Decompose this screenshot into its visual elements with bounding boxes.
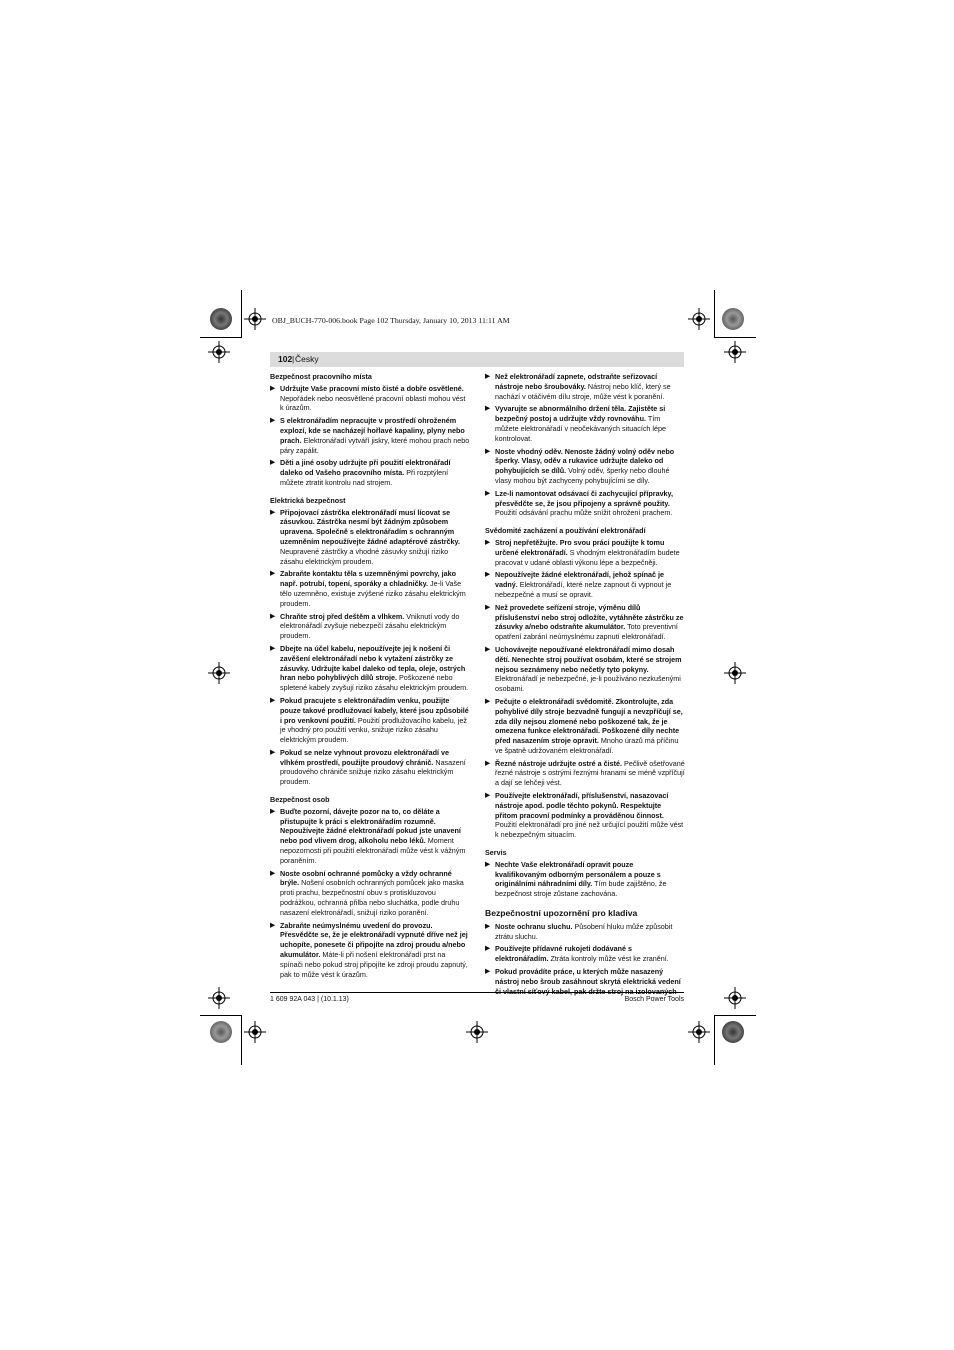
item-text: Působení hluku může způsobit ztrátu sluchu. [495, 921, 673, 941]
list-item [270, 458, 470, 487]
item-bold-text: Než provedete seřízení stroje, výměnu dílů příslušenství nebo stroj odložíte, vytáhněte zástrčku ze zásuvky a/nebo odstraňte akumulátor. [495, 602, 684, 632]
bullet-arrow-icon: ▶ [485, 645, 491, 653]
section-heading: Bezpečnostní upozornění pro kladiva [485, 908, 638, 919]
bullet-arrow-icon: ▶ [485, 922, 491, 930]
color-dial-icon [210, 1021, 232, 1043]
list-item [270, 696, 470, 745]
section-heading: Bezpečnost pracovního místa [270, 372, 372, 381]
item-text: Nástroj nebo klíč, který se nachází v otáčivém dílu stroje, může vést k poranění. [495, 381, 671, 401]
item-text: Neupravené zástrčky a vhodné zásuvky snižují riziko zásahu elektrickým proudem. [280, 546, 449, 566]
crop-mark-bottom-right-h [714, 1015, 756, 1016]
item-bold-text: Chraňte stroj před deštěm a vlhkem. [280, 611, 405, 621]
list-item [270, 569, 470, 608]
item-bold-text: Zabraňte neúmyslnému uvedení do provozu. Přesvědčte se, že je elektronářadí vypnuté dříve než jej uchopíte, ponesete či připojíte na zdroj proudu a/nebo akumulátor. [280, 920, 468, 960]
list-item [270, 807, 470, 866]
list-item [485, 489, 685, 518]
item-text: Nošení osobních ochranných pomůcek jako maska proti prachu, bezpečnostní obuv s protiskluzovou podrážkou, ochranná přilba nebo sluchátka, podle druhu nasazení elektronářadí, snižují riziko poranění. [280, 878, 464, 917]
item-bold-text: Dbejte na účel kabelu, nepoužívejte jej k nošení či zavěšení elektronářadí nebo k vytažení zástrčky ze zásuvky. Udržujte kabel daleko od tepla, oleje, ostrých hran nebo pohyblivých dílů stroje. [280, 643, 466, 683]
bullet-arrow-icon: ▶ [485, 447, 491, 455]
item-bold-text: Pečujte o elektronářadí svědomitě. Zkontrolujte, zda pohyblivé díly stroje bezvadně fungují a nevzpříčují se, zda díly nejsou zlomené nebo poškozené tak, že je omezena funkce elektronářadí. Poškozené díly nechte před nasazením stroje opravit. [495, 696, 683, 746]
list-item [485, 944, 685, 964]
list-item [485, 447, 685, 486]
list-item [485, 645, 685, 694]
registration-mark-icon [244, 1021, 266, 1043]
bullet-arrow-icon: ▶ [485, 945, 491, 953]
bullet-arrow-icon: ▶ [485, 759, 491, 767]
bullet-arrow-icon: ▶ [485, 603, 491, 611]
bullet-arrow-icon: ▶ [270, 644, 276, 652]
item-bold-text: Noste ochranu sluchu. [495, 921, 573, 931]
item-text: Vniknutí vody do elektronářadí zvyšuje nebezpečí zásahu elektrickým proudem. [280, 611, 460, 641]
page-number: 102 [278, 354, 293, 364]
registration-mark-icon [724, 987, 746, 1009]
bullet-arrow-icon: ▶ [270, 459, 276, 467]
item-bold-text: Lze-li namontovat odsávací či zachycující přípravky, přesvědčte se, že jsou připojeny a správně použity. [495, 488, 674, 508]
bullet-arrow-icon: ▶ [485, 405, 491, 413]
item-text: Pečlivě ošetřované řezné nástroje s ostrými řeznými hranami se méně vzpříčují a dají se lehčeji vést. [495, 758, 685, 788]
bullet-arrow-icon: ▶ [485, 373, 491, 380]
bullet-arrow-icon: ▶ [270, 748, 276, 756]
registration-mark-icon [208, 341, 230, 363]
color-dial-icon [210, 308, 232, 330]
list-item [485, 791, 685, 840]
list-item [485, 922, 685, 942]
list-item [485, 404, 685, 443]
item-text: Použití elektronářadí pro jiné než určující použití může vést k nebezpečným situacím. [495, 820, 684, 840]
bullet-arrow-icon: ▶ [485, 697, 491, 705]
list-item [270, 921, 470, 980]
item-bold-text: Pokud pracujete s elektronářadím venku, použijte pouze takové prodlužovací kabely, které jsou způsobilé i pro venkovní použití. [280, 695, 469, 725]
bullet-arrow-icon: ▶ [485, 968, 491, 976]
registration-mark-icon [688, 1021, 710, 1043]
bullet-arrow-icon: ▶ [485, 860, 491, 868]
item-bold-text: Uchovávejte nepoužívané elektronářadí mimo dosah dětí. Nenechte stroj používat osobám, které se strojem nejsou seznámeny nebo nečetly tyto pokyny. [495, 644, 682, 674]
item-bold-text: Děti a jiné osoby udržujte při použití elektronářadí daleko od Vašeho pracovního místa. [280, 458, 451, 478]
list-item [270, 612, 470, 641]
footer-divider [270, 992, 684, 993]
page-header [270, 352, 684, 367]
bullet-arrow-icon: ▶ [270, 570, 276, 578]
printer-info-line: OBJ_BUCH-770-006.book Page 102 Thursday, January 10, 2013 11:11 AM [272, 316, 510, 325]
bullet-arrow-icon: ▶ [485, 792, 491, 800]
bullet-arrow-icon: ▶ [485, 538, 491, 546]
item-text: Použití odsávání prachu může snížit ohrožení prachem. [495, 508, 673, 518]
bullet-arrow-icon: ▶ [485, 489, 491, 497]
header-language: Česky [295, 354, 319, 364]
item-text: Elektronářadí je nebezpečné, je-li používáno nezkušenými osobami. [495, 674, 681, 694]
item-bold-text: Řezné nástroje udržujte ostré a čisté. [495, 758, 623, 768]
item-text: S vhodným elektronářadím budete pracovat v udané oblasti výkonu lépe a bezpečněji. [495, 547, 680, 567]
section-heading: Svědomité zacházení a používání elektronářadí [485, 526, 646, 536]
item-bold-text: Noste osobní ochranné pomůcky a vždy ochranné brýle. [280, 868, 452, 888]
bullet-arrow-icon: ▶ [270, 508, 276, 516]
section-heading: Elektrická bezpečnost [270, 495, 346, 505]
registration-mark-icon [724, 341, 746, 363]
item-bold-text: Používejte přídavné rukojeti dodávané s elektronářadím. [495, 944, 633, 964]
item-bold-text: Vyvarujte se abnormálního držení těla. Zajistěte si bezpečný postoj a udržujte vždy rovnováhu. [495, 404, 666, 424]
list-item [270, 508, 470, 567]
item-bold-text: Zabraňte kontaktu těla s uzemněnými povrchy, jako např. potrubí, topení, sporáky a chladničky. [280, 569, 457, 589]
item-bold-text: S elektronářadím nepracujte v prostředí ohroženém explozí, kde se nacházejí hořlavé kapaliny, plyny nebo prach. [280, 416, 465, 445]
footer-brand: Bosch Power Tools [624, 996, 684, 1003]
item-text: Použití prodlužovacího kabelu, jež je vhodný pro použití venku, snižuje riziko zásahu elektrickým proudem. [280, 715, 467, 745]
item-text: Volný oděv, šperky nebo dlouhé vlasy mohou být zachyceny pohybujícími se díly. [495, 466, 670, 485]
item-text: Toto preventivní opatření zabrání neúmyslnému zapnutí elektronářadí. [495, 622, 678, 642]
list-item [485, 759, 685, 788]
list-item [270, 869, 470, 918]
item-text: Moment nepozornosti při použití elektronářadí může vést k vážným poraněním. [280, 836, 466, 865]
crop-mark-bottom-left-v [241, 1015, 242, 1065]
list-item [485, 570, 685, 599]
crop-mark-top-right-h [714, 337, 756, 338]
registration-mark-icon [688, 308, 710, 330]
crop-mark-bottom-left-h [200, 1015, 242, 1016]
item-text: Je-li Vaše tělo uzemněno, existuje zvýšené riziko zásahu elektrickým proudem. [280, 579, 466, 608]
list-item [485, 697, 685, 756]
section-heading: Servis [485, 848, 507, 858]
registration-mark-icon [208, 662, 230, 684]
item-bold-text: Stroj nepřetěžujte. Pro svou práci použijte k tomu určené elektronářadí. [495, 537, 665, 557]
item-bold-text: Připojovací zástrčka elektronářadí musí lícovat se zásuvkou. Zástrčka nesmí být žádným způsobem upravena. Společně s elektronářadím s ochranným uzemněním nepoužívejte žádné adaptérové zástrčky. [280, 507, 461, 546]
item-bold-text: Používejte elektronářadí, příslušenství, nasazovací nástroje apod. podle těchto pokynů. Respektujte přitom pracovní podmínky a prováděnou činnost. [495, 791, 669, 820]
list-item [485, 372, 685, 401]
list-item [485, 860, 685, 899]
bullet-arrow-icon: ▶ [270, 612, 276, 620]
bullet-arrow-icon: ▶ [270, 417, 276, 425]
item-bold-text: Buďte pozorní, dávejte pozor na to, co děláte a přistupujte k práci s elektronářadím rozumně. Nepoužívejte žádné elektronářadí pokud jste unavení nebo pod vlivem drog, alkoholu nebo léků. [280, 806, 461, 846]
item-text: Poškozené nebo spletené kabely zvyšují riziko zásahu elektrickým proudem. [280, 673, 469, 693]
registration-mark-icon [208, 987, 230, 1009]
crop-mark-top-left-h [200, 337, 242, 338]
registration-mark-icon [724, 662, 746, 684]
item-bold-text: Nechte Vaše elektronářadí opravit pouze kvalifikovaným odborným personálem a pouze s originálními náhradními díly. [495, 859, 661, 889]
crop-mark-top-right-v [714, 290, 715, 338]
item-text: Nasazení proudového chrániče snižuje riziko zásahu elektrickým proudem. [280, 757, 466, 787]
bullet-arrow-icon: ▶ [270, 384, 276, 392]
item-text: Nepořádek nebo neosvětlené pracovní oblasti mohou vést k úrazům. [280, 393, 466, 413]
item-text: Elektronářadí vytváří jiskry, které mohou prach nebo páry zapálit. [280, 435, 470, 455]
item-text: Ztráta kontroly může vést ke zranění. [548, 954, 669, 964]
list-item [485, 538, 685, 567]
item-text: Máte-li při nošení elektronářadí prst na spínači nebo pokud stroj připojíte ke zdroji proudu zapnutý, pak to může vést k úrazům. [280, 950, 468, 979]
list-item [270, 384, 470, 413]
item-text: Tím bude zajištěno, že bezpečnost stroje zůstane zachována. [495, 879, 667, 899]
item-text: Elektronářadí, které nelze zapnout či vypnout je nebezpečné a musí se opravit. [495, 580, 672, 599]
registration-mark-icon [244, 308, 266, 330]
list-item [270, 644, 470, 693]
bullet-arrow-icon: ▶ [485, 571, 491, 579]
bullet-arrow-icon: ▶ [270, 869, 276, 877]
bullet-arrow-icon: ▶ [270, 696, 276, 704]
list-item [485, 603, 685, 642]
item-text: Při rozptýlení můžete ztratit kontrolu nad strojem. [280, 468, 449, 487]
item-text: Mnoho úrazů má příčinu ve špatně udržovaném elektronářadí. [495, 736, 679, 755]
item-bold-text: Pokud provádíte práce, u kterých může nasazený nástroj nebo šroub zasáhnout skrytá elektrická vedení [495, 967, 681, 986]
bullet-arrow-icon: ▶ [270, 807, 276, 815]
item-bold-text: Nepoužívejte žádné elektronářadí, jehož spínač je vadný. [495, 570, 664, 590]
left-column [270, 372, 470, 982]
section-heading: Bezpečnost osob [270, 795, 330, 805]
item-bold-text: Udržujte Vaše pracovní místo čisté a dobře osvětlené. [280, 383, 464, 393]
item-bold-text: Pokud se nelze vyhnout provozu elektronářadí ve vlhkém prostředí, použijte proudový chránič. [280, 747, 449, 767]
footer-doc-number: 1 609 92A 043 | (10.1.13) [270, 996, 349, 1003]
list-item [270, 416, 470, 455]
item-text: Tím můžete elektronářadí v neočekávaných situacích lépe kontrolovat. [495, 414, 667, 443]
right-column [485, 372, 685, 999]
bullet-arrow-icon: ▶ [270, 921, 276, 929]
registration-mark-icon [466, 1021, 488, 1043]
list-item [270, 748, 470, 787]
crop-mark-bottom-right-v [714, 1015, 715, 1065]
item-bold-text: Noste vhodný oděv. Nenoste žádný volný oděv nebo šperky. Vlasy, oděv a rukavice udržujte daleko od pohybujících se dílů. [495, 446, 675, 476]
item-bold-text: Než elektronářadí zapnete, odstraňte seřizovací nástroje nebo šroubováky. [495, 372, 658, 391]
color-dial-icon [722, 1021, 744, 1043]
crop-mark-top-left-v [241, 290, 242, 338]
header-separator: | [292, 354, 295, 364]
color-dial-icon [722, 308, 744, 330]
